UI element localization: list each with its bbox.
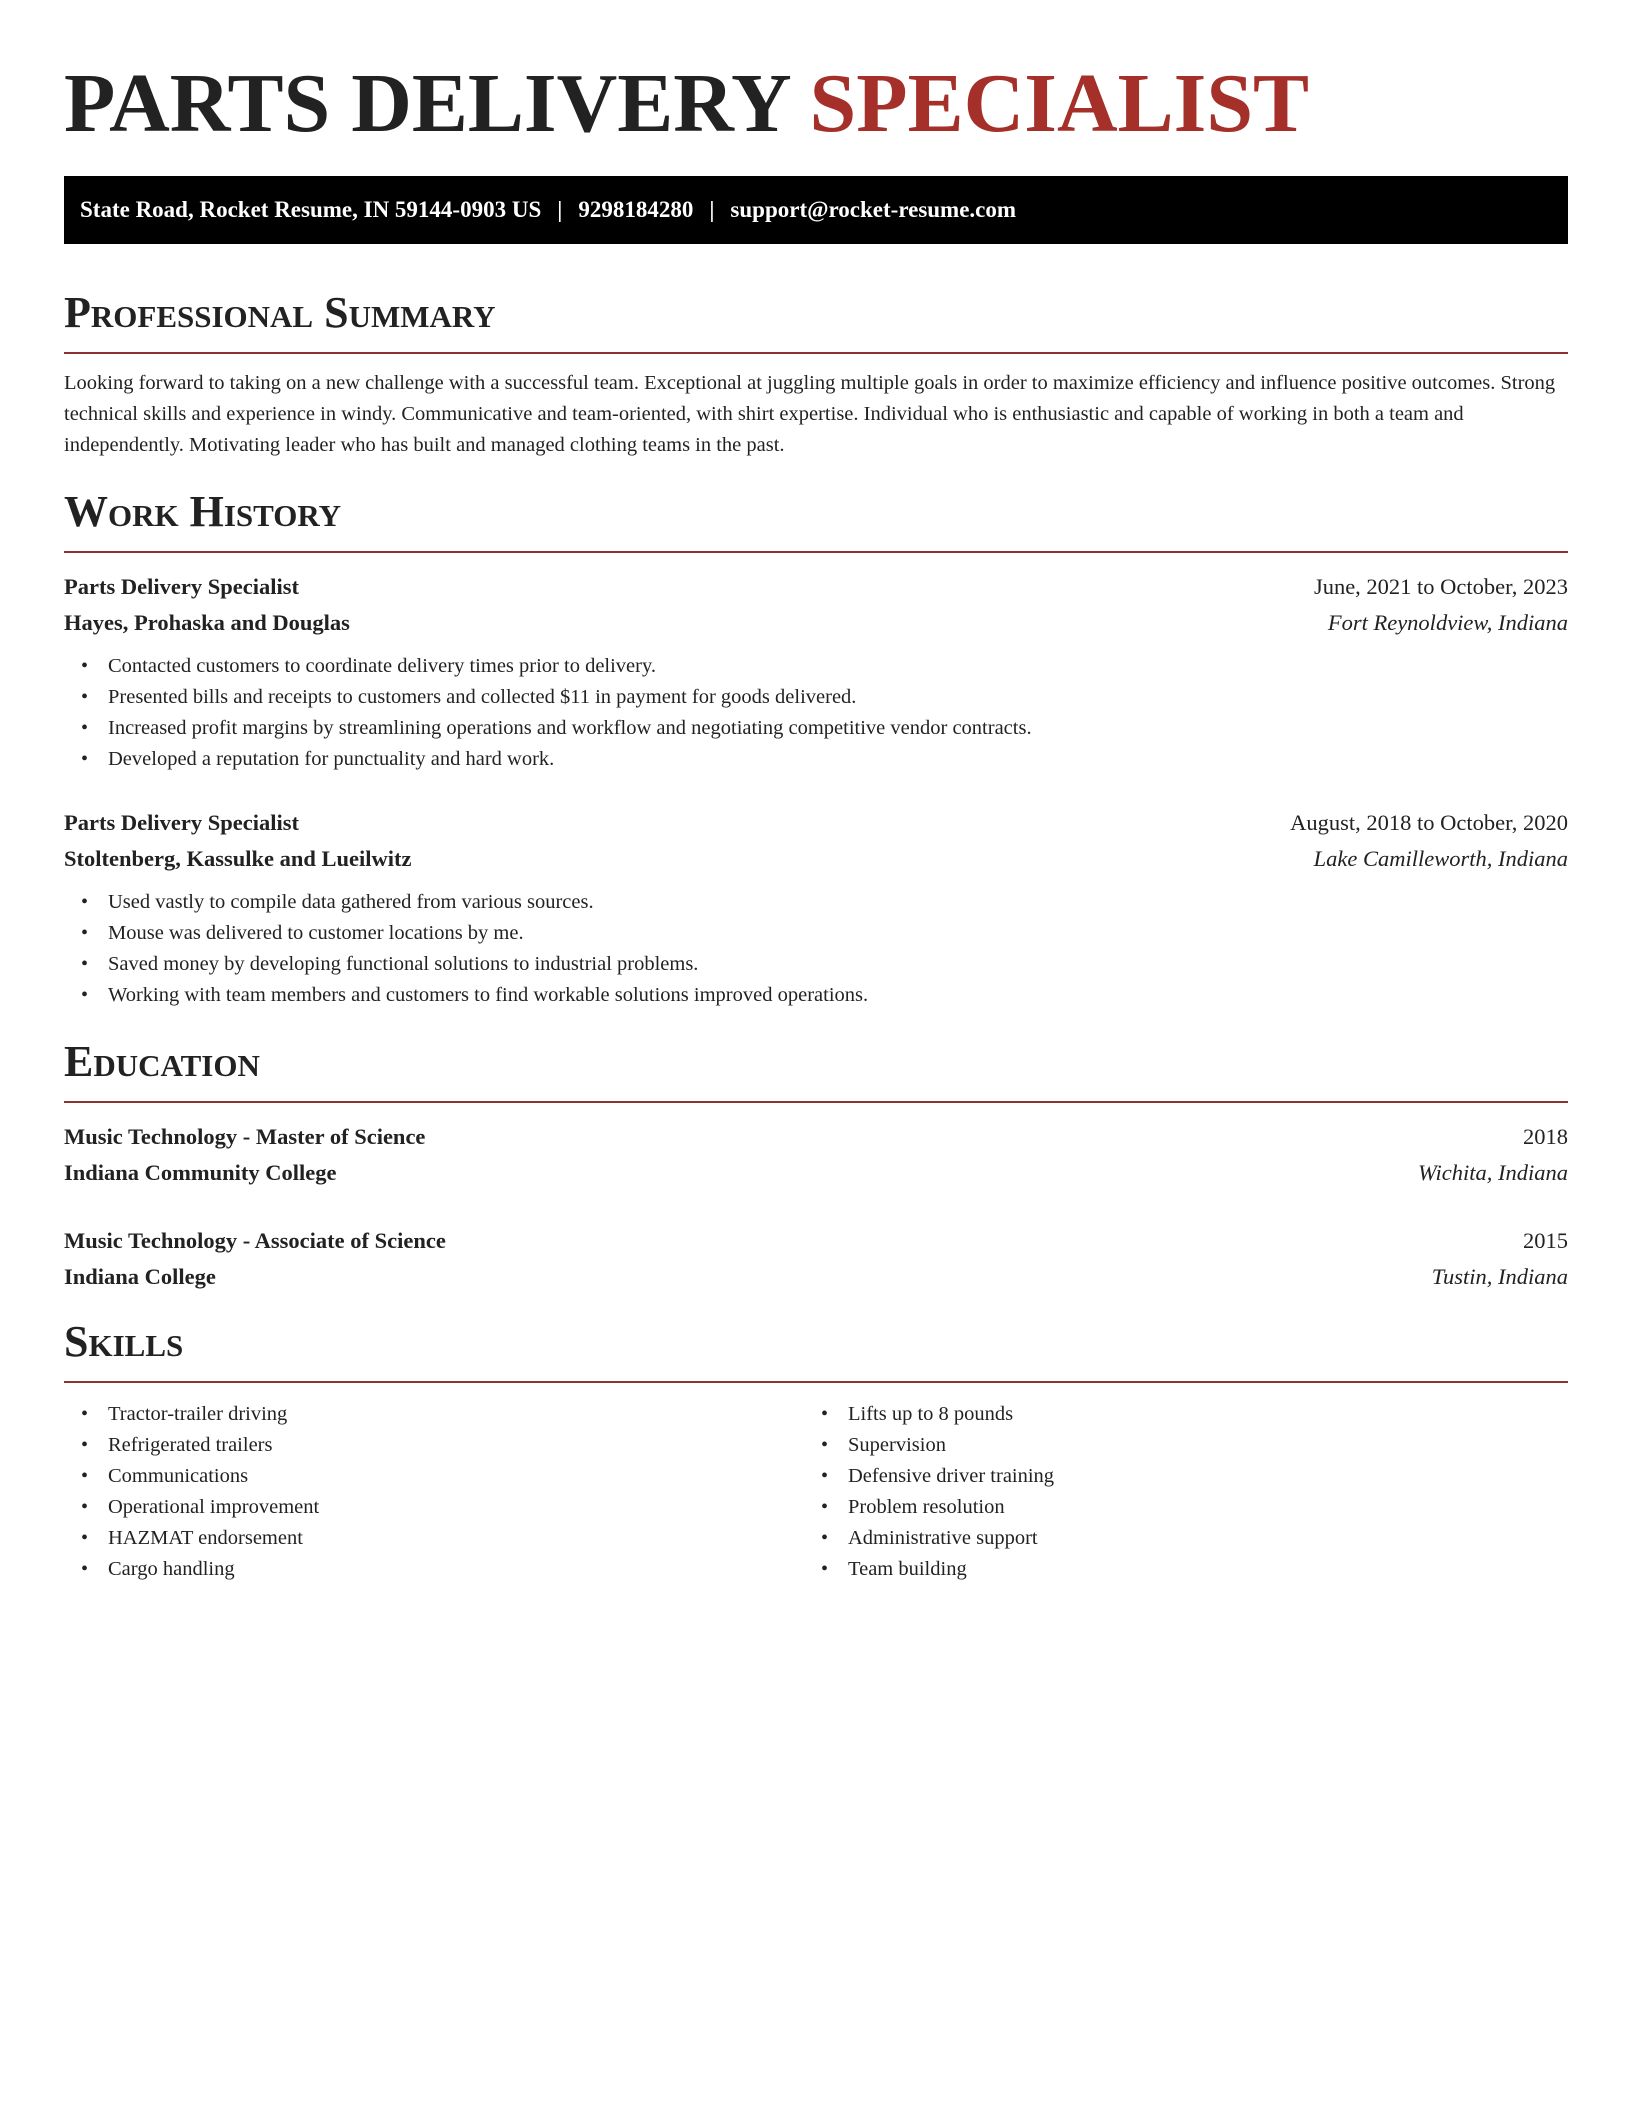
- skill-item: • Tractor-trailer driving: [64, 1399, 804, 1430]
- contact-address: State Road, Rocket Resume, IN 59144-0903 US: [80, 197, 542, 222]
- section-divider: [64, 352, 1568, 354]
- education-year: 2018: [1523, 1124, 1568, 1149]
- summary-text: Looking forward to taking on a new challenge with a successful team. Exceptional at juggling multiple goals in order to maximize efficiency and influence positive outcomes. Strong technical skills and experience in windy. Communicative and team-oriented, with shirt expertise. Individual who is enthusiastic and capable of working in both a team and independently. Motivating leader who has built and managed clothing teams in the past.: [64, 372, 1556, 456]
- job-header-row: [64, 805, 1568, 841]
- job-company: Hayes, Prohaska and Douglas: [64, 610, 350, 635]
- work-history-heading: Work History: [64, 487, 342, 536]
- skill-item: • Operational improvement: [64, 1492, 804, 1523]
- skill-item: • Lifts up to 8 pounds: [804, 1399, 1544, 1430]
- skills-section: [64, 1317, 1568, 1585]
- job-entry: [64, 805, 1568, 1011]
- education-section: [64, 1037, 1568, 1295]
- job-bullet: • Increased profit margins by streamlining operations and workflow and negotiating competitive vendor contracts.: [64, 713, 1568, 744]
- job-company-row: [64, 841, 1568, 877]
- job-title: Parts Delivery Specialist: [64, 574, 299, 599]
- education-location: Tustin, Indiana: [1431, 1264, 1568, 1289]
- skills-heading: Skills: [64, 1317, 184, 1366]
- job-company-row: [64, 605, 1568, 641]
- education-school-row: [64, 1259, 1568, 1295]
- skill-item: • Administrative support: [804, 1523, 1544, 1554]
- skills-left-column: [64, 1399, 804, 1585]
- contact-separator: |: [557, 197, 563, 222]
- education-degree: Music Technology - Associate of Science: [64, 1228, 446, 1253]
- skills-grid: [64, 1397, 1568, 1585]
- job-company: Stoltenberg, Kassulke and Lueilwitz: [64, 846, 412, 871]
- education-degree: Music Technology - Master of Science: [64, 1124, 426, 1149]
- resume-page: [64, 58, 1568, 1585]
- skill-item: • Cargo handling: [64, 1554, 804, 1585]
- job-location: Fort Reynoldview, Indiana: [1327, 610, 1568, 635]
- education-school: Indiana Community College: [64, 1160, 337, 1185]
- job-entry: [64, 569, 1568, 775]
- work-history-section: [64, 487, 1568, 1011]
- job-bullet: • Saved money by developing functional solutions to industrial problems.: [64, 949, 1568, 980]
- section-divider: [64, 1101, 1568, 1103]
- contact-bar: [64, 176, 1568, 244]
- skill-item: • Team building: [804, 1554, 1544, 1585]
- education-school-row: [64, 1155, 1568, 1191]
- job-title: Parts Delivery Specialist: [64, 810, 299, 835]
- education-location: Wichita, Indiana: [1418, 1160, 1568, 1185]
- job-bullet: • Developed a reputation for punctuality and hard work.: [64, 744, 1568, 775]
- skill-item: • Communications: [64, 1461, 804, 1492]
- education-school: Indiana College: [64, 1264, 216, 1289]
- job-bullet: • Mouse was delivered to customer locations by me.: [64, 918, 1568, 949]
- summary-heading: Professional Summary: [64, 288, 496, 337]
- education-entry: [64, 1223, 1568, 1295]
- contact-phone: 9298184280: [578, 197, 694, 222]
- skill-item: • Problem resolution: [804, 1492, 1544, 1523]
- job-dates: August, 2018 to October, 2020: [1290, 810, 1568, 835]
- job-bullet: • Contacted customers to coordinate delivery times prior to delivery.: [64, 651, 1568, 682]
- title-second-part: SPECIALIST: [809, 57, 1310, 150]
- education-header-row: [64, 1119, 1568, 1155]
- contact-email: support@rocket-resume.com: [730, 197, 1017, 222]
- skill-item: • HAZMAT endorsement: [64, 1523, 804, 1554]
- resume-title: [64, 58, 1568, 150]
- education-header-row: [64, 1223, 1568, 1259]
- job-dates: June, 2021 to October, 2023: [1313, 574, 1568, 599]
- education-year: 2015: [1523, 1228, 1568, 1253]
- contact-separator: |: [709, 197, 715, 222]
- job-bullets: [64, 887, 1568, 1011]
- education-entry: [64, 1119, 1568, 1191]
- title-first-part: PARTS DELIVERY: [64, 57, 789, 150]
- job-bullet: • Working with team members and customers to find workable solutions improved operations.: [64, 980, 1568, 1011]
- skill-item: • Refrigerated trailers: [64, 1430, 804, 1461]
- skills-right-column: [804, 1399, 1544, 1585]
- section-divider: [64, 1381, 1568, 1383]
- job-location: Lake Camilleworth, Indiana: [1313, 846, 1568, 871]
- job-bullet: • Presented bills and receipts to customers and collected $11 in payment for goods delivered.: [64, 682, 1568, 713]
- skill-item: • Defensive driver training: [804, 1461, 1544, 1492]
- education-heading: Education: [64, 1037, 260, 1086]
- section-divider: [64, 551, 1568, 553]
- summary-section: [64, 288, 1568, 461]
- skill-item: • Supervision: [804, 1430, 1544, 1461]
- job-header-row: [64, 569, 1568, 605]
- job-bullet: • Used vastly to compile data gathered from various sources.: [64, 887, 1568, 918]
- job-bullets: [64, 651, 1568, 775]
